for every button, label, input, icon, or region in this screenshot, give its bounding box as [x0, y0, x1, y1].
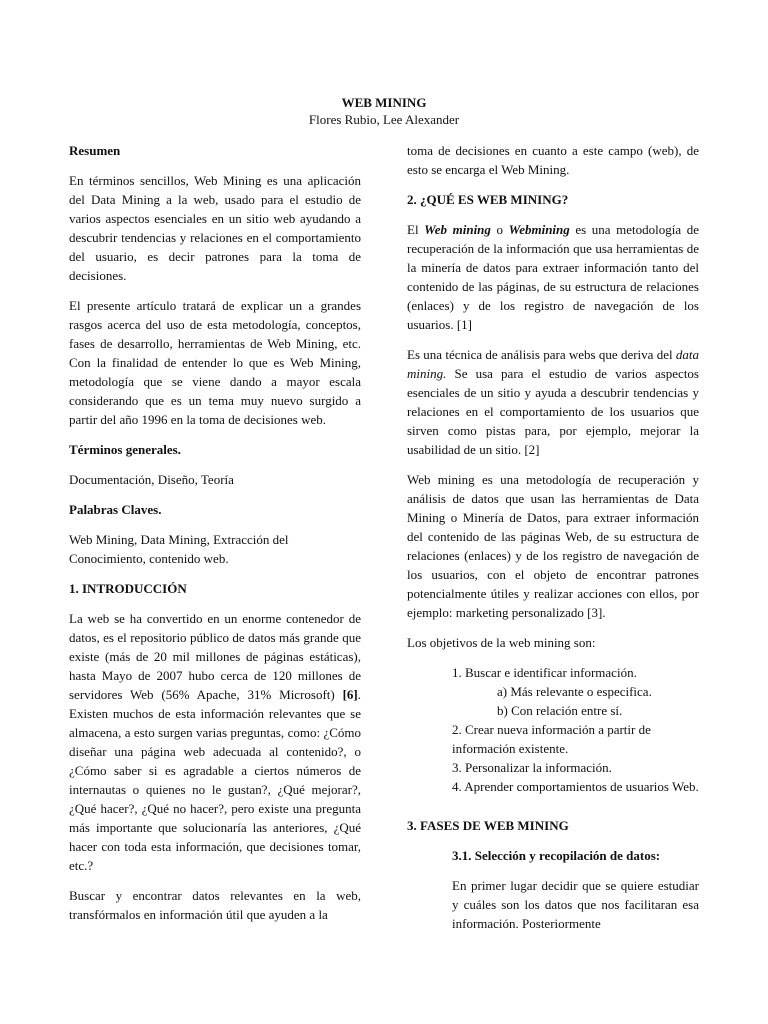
list-subitem: b) Con relación entre sí. [497, 703, 623, 718]
resumen-paragraph-2: El presente artículo tratará de explicar un a grandes rasgos acerca del uso de esta metodología, conceptos, fases de desarrollo, herramientas de Web Mining, etc. Con la finalidad de entender lo que es Web Mining, metodología que se viene dando a mayor escala considerando que es un tema muy nuevo surgido a partir del año 1996 en la toma de decisiones web. [69, 298, 361, 427]
terminos-heading: Términos generales. [69, 442, 181, 457]
s2-p2-end: Se usa para el estudio de varios aspectos esenciales de un sitio y ayuda a descubrir tendencias y relaciones en el comportamiento de los usuarios que sirven como pistas para, por ejemplo, mejorar la usabilidad de un sitio. [2] [407, 366, 699, 457]
paper-title: WEB MINING [341, 95, 427, 110]
intro-citation: [6] [342, 687, 358, 702]
objectives-list [452, 663, 699, 796]
continued-paragraph: toma de decisiones en cuanto a este campo (web), de esto se encarga el Web Mining. [407, 143, 699, 177]
s2-p1-or: o [490, 222, 509, 237]
intro-p1-start: La web se ha convertido en un enorme contenedor de datos, es el repositorio público de datos más grande que existe (más de 20 mil millones de páginas estáticas), hasta Mayo de 2007 hubo cerca de 120 millones de servidores Web (56% Apache, 31% Microsoft) [69, 611, 361, 702]
intro-heading: 1. INTRODUCCIÓN [69, 581, 187, 596]
section-2-paragraph-2 [407, 345, 699, 459]
term-data-mining: data mining. [407, 347, 699, 381]
objectives-intro: Los objetivos de la web mining son: [407, 635, 596, 650]
intro-paragraph-2: Buscar y encontrar datos relevantes en la web, transfórmalos en información útil que ayuden a la [69, 888, 361, 922]
right-column [407, 141, 699, 944]
intro-p1-end: . Existen muchos de esta información relevantes que se almacena, a esto surgen varias preguntas, como: ¿Cómo diseñar una página web adecuada al contenido?, o ¿Cómo saber si es agradable a ciertos números de internautas o quienes no le gustan?, ¿Qué mejorar?, ¿Qué hacer?, ¿Qué no hacer?, pero existe una pregunta más importante que solucionaría las anteriores, ¿Qué hacer con toda esta información, que decisiones tomar, etc.? [69, 687, 361, 873]
section-2-paragraph-1 [407, 220, 699, 334]
section-3-1-heading: 3.1. Selección y recopilación de datos: [452, 848, 661, 863]
palabras-text: Web Mining, Data Mining, Extracción del Conocimiento, contenido web. [69, 532, 289, 566]
list-subitem: a) Más relevante o especifica. [497, 684, 652, 699]
s2-p2-start: Es una técnica de análisis para webs que deriva del [407, 347, 676, 362]
s2-p1-end: es una metodología de recuperación de la información que usa herramientas de la minería de datos para extraer información tanto del contenido de las páginas, de su estructura de relaciones (enlaces) y de los registro de navegación de los usuarios. [1] [407, 222, 700, 332]
list-item: 4. Aprender comportamientos de usuarios Web. [452, 779, 699, 794]
list-item: 2. Crear nueva información a partir de información existente. [452, 722, 651, 756]
resumen-paragraph-1: En términos sencillos, Web Mining es una aplicación del Data Mining a la web, usado para el estudio de varios aspectos esenciales en un sitio web ayudando a descubrir tendencias y relaciones en el comportamiento del usuario, es decir patrones para la toma de decisiones. [69, 173, 361, 283]
section-3-1-paragraph: En primer lugar decidir que se quiere estudiar y cuáles son los datos que nos facilitaran esa información. Posteriormente [452, 878, 699, 931]
section-3-heading: 3. FASES DE WEB MINING [407, 818, 569, 833]
term-webmining: Webmining [508, 222, 570, 237]
resumen-heading: Resumen [69, 143, 121, 158]
terminos-text: Documentación, Diseño, Teoría [69, 472, 234, 487]
paper-authors: Flores Rubio, Lee Alexander [308, 112, 460, 127]
list-item: 3. Personalizar la información. [452, 760, 612, 775]
section-2-paragraph-3: Web mining es una metodología de recuperación y análisis de datos que usan las herramientas de Data Mining o Minería de Datos, para extraer información del contenido de las páginas Web, de su estructura de relaciones (enlaces) y de los registro de navegación de los usuarios, con el objeto de encontrar patrones potencialmente útiles y realizar acciones con ellos, por ejemplo: marketing personalizado [3]. [407, 472, 699, 620]
s2-p1-start: El [407, 222, 425, 237]
section-2-heading: 2. ¿QUÉ ES WEB MINING? [407, 192, 569, 207]
term-web-mining: Web mining [424, 222, 491, 237]
palabras-heading: Palabras Claves. [69, 502, 162, 517]
left-column [69, 141, 361, 935]
title-block [0, 94, 768, 128]
list-item: 1. Buscar e identificar información. [452, 665, 637, 680]
intro-paragraph-1 [69, 609, 361, 875]
